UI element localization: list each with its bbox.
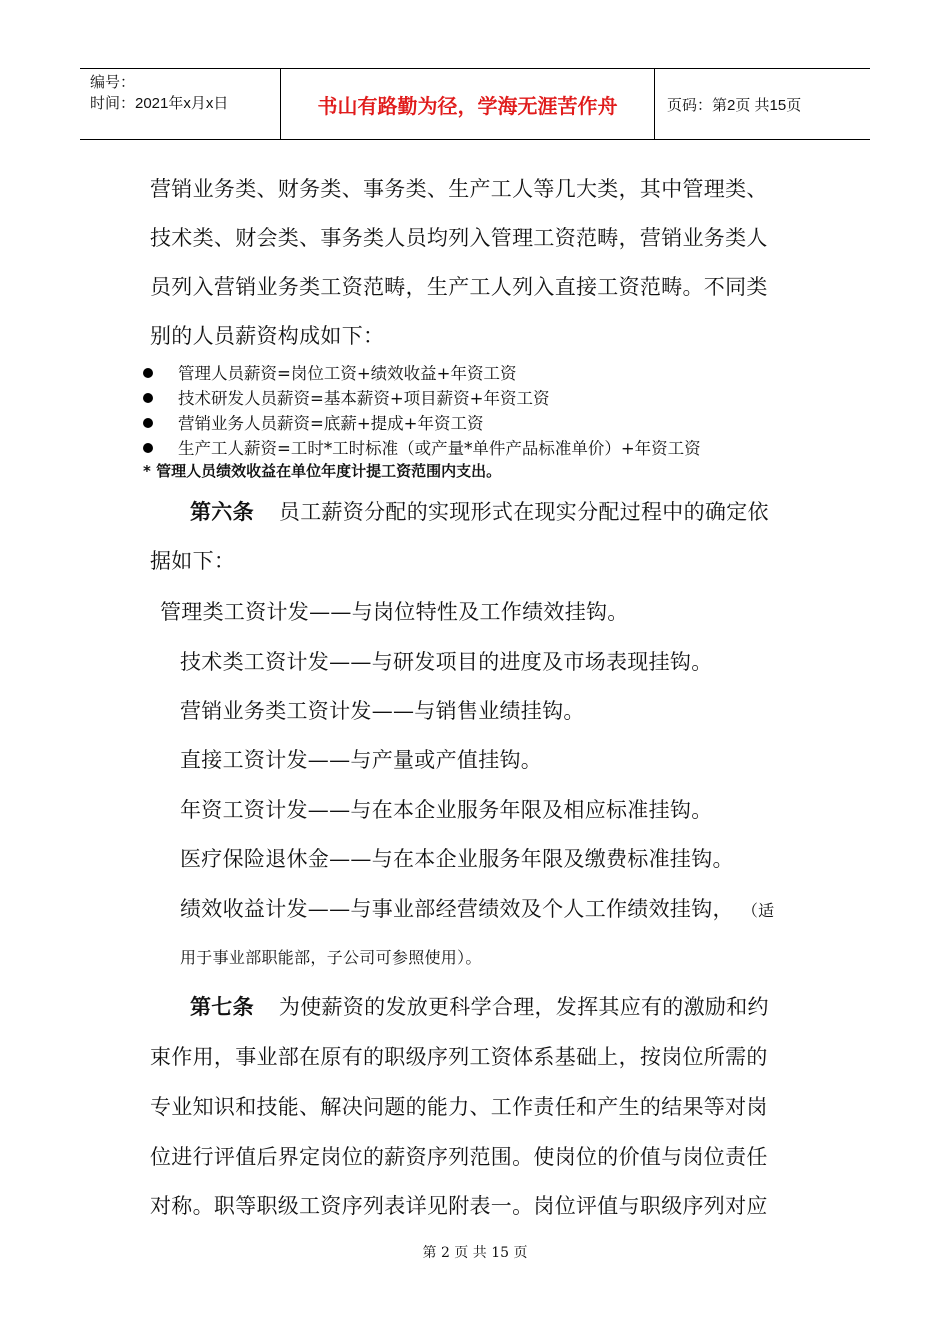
article-six-title: 第六条 <box>190 499 254 524</box>
list-item-text: 技术研发人员薪资=基本薪资+项目薪资+年资工资 <box>178 389 550 408</box>
bullet-icon <box>143 368 153 378</box>
list-item-text: 生产工人薪资=工时*工时标准（或产量*单件产品标准单价）+年资工资 <box>178 439 701 458</box>
article-seven-text: 为使薪资的发放更科学合理，发挥其应有的激励和约 <box>278 995 769 1019</box>
page-header <box>80 68 870 140</box>
form-tail-b: 用于事业部职能部，子公司可参照使用）。 <box>180 948 482 967</box>
form-line: 年资工资计发——与在本企业服务年限及相应标准挂钩。 <box>180 798 713 822</box>
article-seven-line: 位进行评值后界定岗位的薪资序列范围。使岗位的价值与岗位责任 <box>150 1145 768 1169</box>
intro-line: 营销业务类、财务类、事务类、生产工人等几大类，其中管理类、 <box>150 177 768 201</box>
serial-label: 编号： <box>90 74 136 91</box>
page-footer: 第 2 页 共 15 页 <box>422 1245 528 1261</box>
form-tail-a: （适 <box>749 901 775 920</box>
article-six-text: 员工薪资分配的实现形式在现实分配过程中的确定依 <box>278 500 769 524</box>
list-item <box>143 435 701 459</box>
intro-line: 技术类、财会类、事务类人员均列入管理工资范畴，营销业务类人 <box>150 226 768 250</box>
list-item <box>143 360 516 384</box>
bullet-icon <box>143 418 153 428</box>
form-line: 营销业务类工资计发——与销售业绩挂钩。 <box>180 699 585 723</box>
article-seven-line: 专业知识和技能、解决问题的能力、工作责任和产生的结果等对岗 <box>150 1095 768 1119</box>
header-page-info: 页码：第2页 共15页 <box>667 96 802 114</box>
form-line-text: 绩效收益计发——与事业部经营绩效及个人工作绩效挂钩， <box>180 897 734 921</box>
article-six-first-line <box>190 496 850 526</box>
article-seven-line: 对称。职等职级工资序列表详见附表一。岗位评值与职级序列对应 <box>150 1194 768 1218</box>
header-meta <box>80 69 281 139</box>
list-item-text: 营销业务人员薪资=底薪+提成+年资工资 <box>178 414 484 433</box>
footnote: * 管理人员绩效收益在单位年度计提工资范围内支出。 <box>143 462 502 480</box>
bullet-icon <box>143 443 153 453</box>
article-seven-line: 束作用，事业部在原有的职级序列工资体系基础上，按岗位所需的 <box>150 1045 768 1069</box>
list-item <box>143 410 483 434</box>
form-line-last <box>180 893 820 923</box>
list-item <box>143 385 549 409</box>
time-label: 时间：2021年x月x日 <box>90 95 229 112</box>
intro-line: 别的人员薪资构成如下： <box>150 324 385 348</box>
list-item-text: 管理人员薪资=岗位工资+绩效收益+年资工资 <box>178 364 517 383</box>
form-line: 直接工资计发——与产量或产值挂钩。 <box>180 748 543 772</box>
article-six-line: 据如下： <box>150 549 236 573</box>
form-line: 管理类工资计发——与岗位特性及工作绩效挂钩。 <box>160 600 629 624</box>
form-line: 医疗保险退休金——与在本企业服务年限及缴费标准挂钩。 <box>180 847 734 871</box>
header-motto: 书山有路勤为径，学海无涯苦作舟 <box>281 69 655 139</box>
article-seven-title: 第七条 <box>190 994 254 1019</box>
bullet-icon <box>143 393 153 403</box>
intro-line: 员列入营销业务类工资范畴，生产工人列入直接工资范畴。不同类 <box>150 275 768 299</box>
article-seven-first-line <box>190 991 850 1021</box>
form-line: 技术类工资计发——与研发项目的进度及市场表现挂钩。 <box>180 650 713 674</box>
